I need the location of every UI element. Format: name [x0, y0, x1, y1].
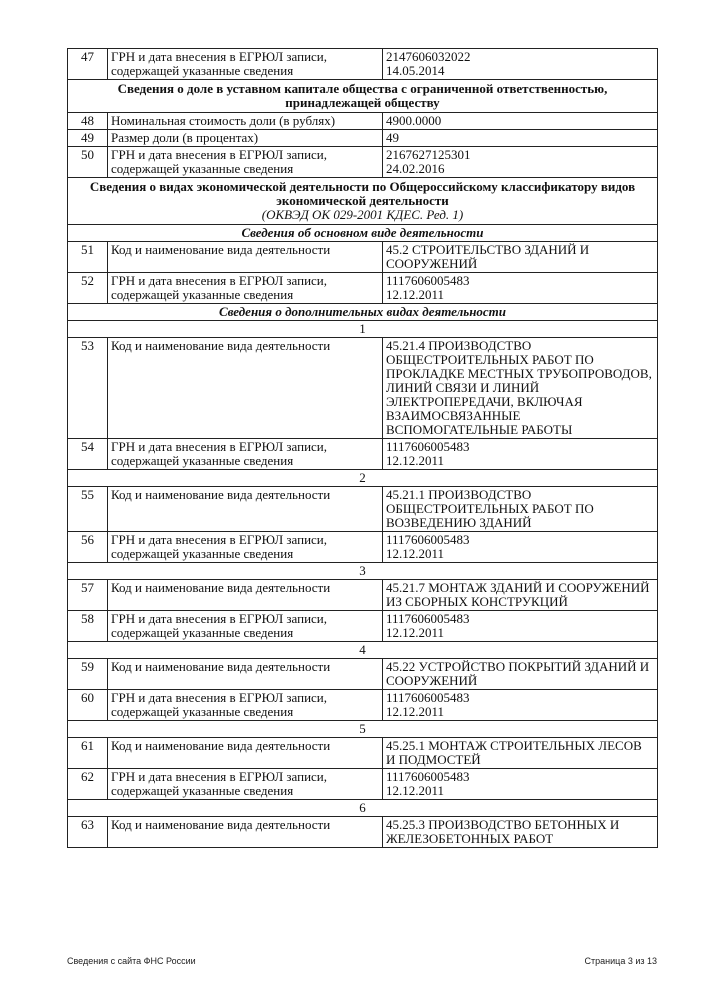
item-index: 3	[68, 563, 658, 580]
table-row	[68, 273, 658, 304]
item-index: 2	[68, 470, 658, 487]
section-header	[68, 80, 658, 113]
row-label: Код и наименование вида деятельности	[108, 338, 383, 439]
row-number: 59	[68, 659, 108, 690]
subsection-header	[68, 225, 658, 242]
record-date: 12.12.2011	[386, 453, 445, 468]
grn-number: 1117606005483	[386, 690, 470, 705]
record-date: 12.12.2011	[386, 287, 445, 302]
grn-number: 1117606005483	[386, 439, 470, 454]
row-number: 51	[68, 242, 108, 273]
row-label: Размер доли (в процентах)	[108, 130, 383, 147]
row-number: 56	[68, 532, 108, 563]
table-row	[68, 690, 658, 721]
section-title-share: Сведения о доле в уставном капитале общества с ограниченной ответственностью, принадлежащей обществу	[68, 80, 658, 113]
row-value: 4900.0000	[383, 113, 658, 130]
row-value	[383, 147, 658, 178]
okved-edition: (ОКВЭД ОК 029-2001 КДЕС. Ред. 1)	[261, 207, 464, 222]
table-row	[68, 338, 658, 439]
row-number: 61	[68, 738, 108, 769]
table-row	[68, 242, 658, 273]
row-label: ГРН и дата внесения в ЕГРЮЛ записи, содержащей указанные сведения	[108, 439, 383, 470]
table-row	[68, 738, 658, 769]
index-row	[68, 800, 658, 817]
row-number: 60	[68, 690, 108, 721]
index-row	[68, 721, 658, 738]
row-number: 53	[68, 338, 108, 439]
row-value	[383, 439, 658, 470]
footer-page-number: Страница 3 из 13	[584, 956, 657, 966]
index-row	[68, 321, 658, 338]
index-row	[68, 470, 658, 487]
row-label: ГРН и дата внесения в ЕГРЮЛ записи, содержащей указанные сведения	[108, 49, 383, 80]
grn-number: 1117606005483	[386, 769, 470, 784]
item-index: 5	[68, 721, 658, 738]
subsection-title-extra: Сведения о дополнительных видах деятельности	[68, 304, 658, 321]
row-label: Код и наименование вида деятельности	[108, 242, 383, 273]
row-number: 55	[68, 487, 108, 532]
table-row	[68, 580, 658, 611]
grn-number: 2167627125301	[386, 147, 471, 162]
row-value	[383, 532, 658, 563]
row-label: ГРН и дата внесения в ЕГРЮЛ записи, содержащей указанные сведения	[108, 769, 383, 800]
index-row	[68, 563, 658, 580]
table-row	[68, 611, 658, 642]
row-number: 48	[68, 113, 108, 130]
row-value	[383, 690, 658, 721]
row-value	[383, 769, 658, 800]
row-number: 62	[68, 769, 108, 800]
row-value: 49	[383, 130, 658, 147]
row-value: 45.25.1 МОНТАЖ СТРОИТЕЛЬНЫХ ЛЕСОВ И ПОДМОСТЕЙ	[383, 738, 658, 769]
row-number: 57	[68, 580, 108, 611]
item-index: 6	[68, 800, 658, 817]
row-value: 45.21.7 МОНТАЖ ЗДАНИЙ И СООРУЖЕНИЙ ИЗ СБОРНЫХ КОНСТРУКЦИЙ	[383, 580, 658, 611]
grn-number: 2147606032022	[386, 49, 471, 64]
record-date: 12.12.2011	[386, 546, 445, 561]
row-value	[383, 611, 658, 642]
record-date: 24.02.2016	[386, 161, 445, 176]
row-value	[383, 49, 658, 80]
record-date: 14.05.2014	[386, 63, 445, 78]
row-number: 47	[68, 49, 108, 80]
row-number: 63	[68, 817, 108, 848]
row-value	[383, 273, 658, 304]
row-label: ГРН и дата внесения в ЕГРЮЛ записи, содержащей указанные сведения	[108, 273, 383, 304]
row-label: Номинальная стоимость доли (в рублях)	[108, 113, 383, 130]
row-label: ГРН и дата внесения в ЕГРЮЛ записи, содержащей указанные сведения	[108, 147, 383, 178]
row-number: 52	[68, 273, 108, 304]
item-index: 4	[68, 642, 658, 659]
section-title-okved	[68, 178, 658, 225]
row-number: 50	[68, 147, 108, 178]
row-label: Код и наименование вида деятельности	[108, 659, 383, 690]
item-index: 1	[68, 321, 658, 338]
grn-number: 1117606005483	[386, 611, 470, 626]
row-value: 45.22 УСТРОЙСТВО ПОКРЫТИЙ ЗДАНИЙ И СООРУЖЕНИЙ	[383, 659, 658, 690]
index-row	[68, 642, 658, 659]
section-header	[68, 178, 658, 225]
row-number: 58	[68, 611, 108, 642]
row-label: Код и наименование вида деятельности	[108, 580, 383, 611]
table-row	[68, 113, 658, 130]
okved-title: Сведения о видах экономической деятельности по Общероссийскому классификатору видов экономической деятельности	[89, 179, 636, 208]
row-label: ГРН и дата внесения в ЕГРЮЛ записи, содержащей указанные сведения	[108, 611, 383, 642]
row-value: 45.2 СТРОИТЕЛЬСТВО ЗДАНИЙ И СООРУЖЕНИЙ	[383, 242, 658, 273]
table-row	[68, 439, 658, 470]
table-row	[68, 659, 658, 690]
table-row	[68, 49, 658, 80]
row-label: ГРН и дата внесения в ЕГРЮЛ записи, содержащей указанные сведения	[108, 532, 383, 563]
table-row	[68, 487, 658, 532]
row-value: 45.21.1 ПРОИЗВОДСТВО ОБЩЕСТРОИТЕЛЬНЫХ РАБОТ ПО ВОЗВЕДЕНИЮ ЗДАНИЙ	[383, 487, 658, 532]
footer-source: Сведения с сайта ФНС России	[67, 956, 196, 966]
subsection-header	[68, 304, 658, 321]
row-label: Код и наименование вида деятельности	[108, 817, 383, 848]
table-row	[68, 532, 658, 563]
row-value: 45.25.3 ПРОИЗВОДСТВО БЕТОННЫХ И ЖЕЛЕЗОБЕТОННЫХ РАБОТ	[383, 817, 658, 848]
row-label: Код и наименование вида деятельности	[108, 487, 383, 532]
table-row	[68, 817, 658, 848]
table-row	[68, 147, 658, 178]
subsection-title-main: Сведения об основном виде деятельности	[68, 225, 658, 242]
record-date: 12.12.2011	[386, 625, 445, 640]
record-date: 12.12.2011	[386, 783, 445, 798]
grn-number: 1117606005483	[386, 532, 470, 547]
record-date: 12.12.2011	[386, 704, 445, 719]
egrul-table	[67, 48, 658, 848]
table-row	[68, 769, 658, 800]
row-label: Код и наименование вида деятельности	[108, 738, 383, 769]
row-value: 45.21.4 ПРОИЗВОДСТВО ОБЩЕСТРОИТЕЛЬНЫХ РАБОТ ПО ПРОКЛАДКЕ МЕСТНЫХ ТРУБОПРОВОДОВ, ЛИНИЙ СВЯЗИ И ЛИНИЙ ЭЛЕКТРОПЕРЕДАЧИ, ВКЛЮЧАЯ ВЗАИМОСВЯЗАННЫЕ ВСПОМОГАТЕЛЬНЫЕ РАБОТЫ	[383, 338, 658, 439]
row-number: 49	[68, 130, 108, 147]
table-row	[68, 130, 658, 147]
grn-number: 1117606005483	[386, 273, 470, 288]
row-label: ГРН и дата внесения в ЕГРЮЛ записи, содержащей указанные сведения	[108, 690, 383, 721]
row-number: 54	[68, 439, 108, 470]
